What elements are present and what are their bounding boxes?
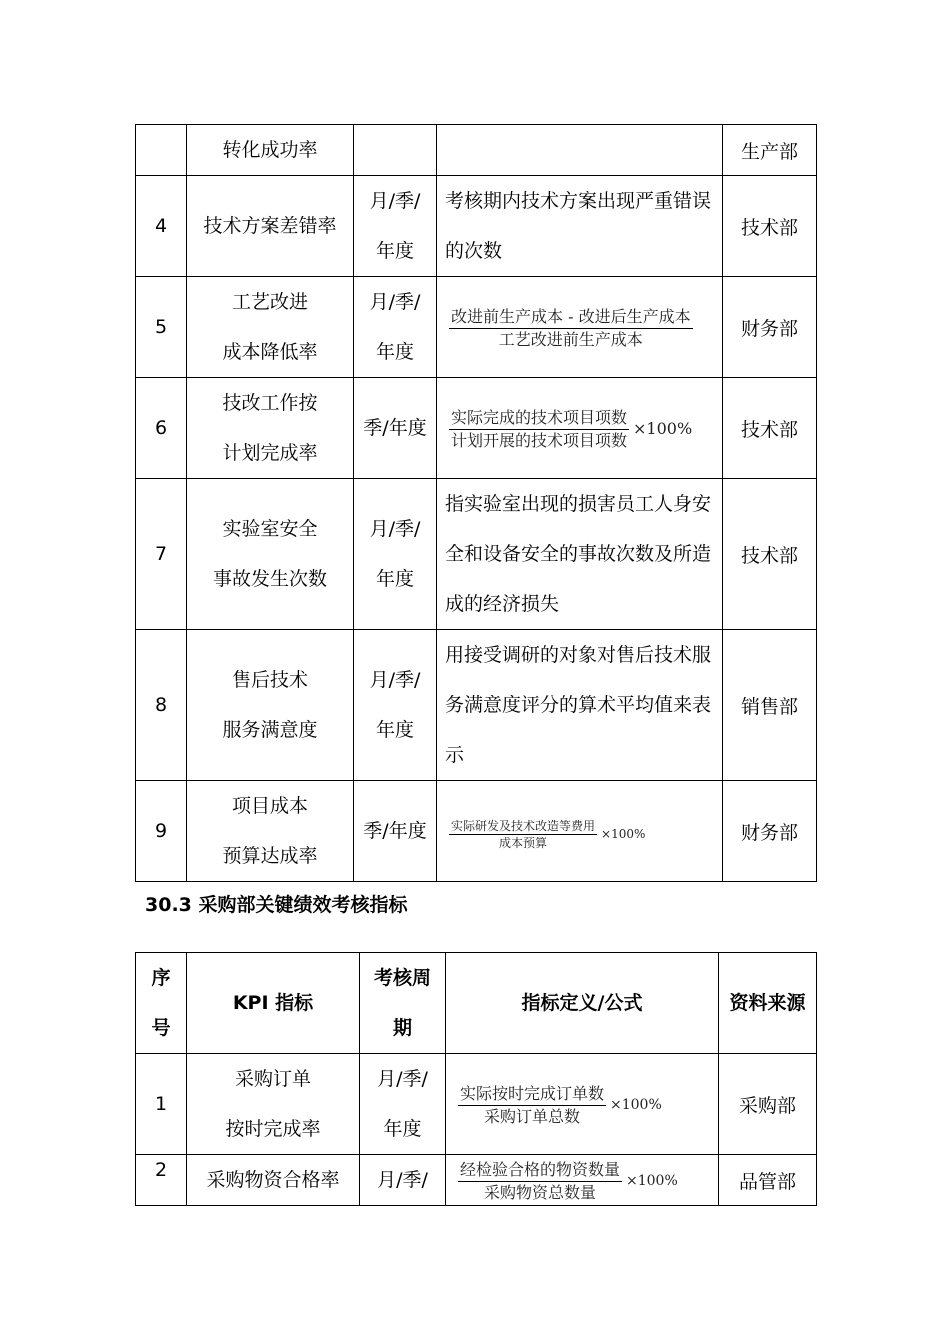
data-source: 技术部 [723, 479, 817, 630]
kpi-formula [446, 1054, 719, 1155]
kpi-name: 技术方案差错率 [187, 176, 354, 277]
assessment-cycle: 月/季/ 年度 [354, 176, 437, 277]
assessment-cycle: 月/季/ 年度 [360, 1054, 446, 1155]
row-number: 1 [136, 1054, 187, 1155]
formula-fraction: $\frac{\text{经检验合格的物资数量}}{\text{采购物资总数量}}$ ×100% [460, 1159, 678, 1202]
data-source: 财务部 [723, 277, 817, 378]
assessment-cycle: 月/季/ [360, 1155, 446, 1206]
data-source: 品管部 [719, 1155, 817, 1206]
data-source: 采购部 [719, 1054, 817, 1155]
kpi-definition [437, 125, 723, 176]
table-header-row [136, 953, 817, 1054]
kpi-name: 采购订单 按时完成率 [187, 1054, 360, 1155]
assessment-cycle: 季/年度 [354, 378, 437, 479]
header-definition: 指标定义/公式 [446, 953, 719, 1054]
assessment-cycle: 季/年度 [354, 781, 437, 882]
kpi-definition: 指实验室出现的损害员工人身安 全和设备安全的事故次数及所造 成的经济损失 [437, 479, 723, 630]
table-row [136, 479, 817, 630]
kpi-name: 采购物资合格率 [187, 1155, 360, 1206]
assessment-cycle [354, 125, 437, 176]
row-number: 8 [136, 630, 187, 781]
row-number: 4 [136, 176, 187, 277]
row-number: 9 [136, 781, 187, 882]
data-source: 销售部 [723, 630, 817, 781]
table-row [136, 630, 817, 781]
formula-fraction: $\frac{\text{实际按时完成订单数}}{\text{采购订单总数}}$ ×100% [460, 1083, 662, 1126]
row-number [136, 125, 187, 176]
data-source: 财务部 [723, 781, 817, 882]
table-row [136, 378, 817, 479]
assessment-cycle: 月/季/ 年度 [354, 479, 437, 630]
formula-fraction: $\frac{\text{实际研发及技术改造等费用}}{\text{成本预算}}$ ×100% [451, 818, 646, 850]
table-row [136, 781, 817, 882]
kpi-table-continued [135, 124, 817, 882]
formula-fraction: $\frac{\text{改进前生产成本 - 改进后生产成本}}{\text{工艺改进前生产成本}}$ [451, 306, 691, 349]
table-row [136, 176, 817, 277]
kpi-name: 实验室安全 事故发生次数 [187, 479, 354, 630]
formula-fraction: $\frac{\text{实际完成的技术项目项数}}{\text{计划开展的技术项目项数}}$ ×100% [451, 407, 693, 450]
data-source: 技术部 [723, 176, 817, 277]
header-source: 资料来源 [719, 953, 817, 1054]
kpi-formula [437, 781, 723, 882]
row-number: 2 [136, 1155, 187, 1206]
row-number: 5 [136, 277, 187, 378]
section-heading: 30.3 采购部关键绩效考核指标 [145, 894, 408, 916]
kpi-name: 售后技术 服务满意度 [187, 630, 354, 781]
assessment-cycle: 月/季/ 年度 [354, 630, 437, 781]
assessment-cycle: 月/季/ 年度 [354, 277, 437, 378]
header-number: 序 号 [136, 953, 187, 1054]
kpi-formula [437, 277, 723, 378]
procurement-kpi-table [135, 952, 817, 1206]
header-kpi: KPI 指标 [187, 953, 360, 1054]
table-row [136, 1155, 817, 1206]
kpi-definition: 用接受调研的对象对售后技术服 务满意度评分的算术平均值来表 示 [437, 630, 723, 781]
kpi-name: 转化成功率 [187, 125, 354, 176]
table-row [136, 1054, 817, 1155]
data-source: 生产部 [723, 125, 817, 176]
data-source: 技术部 [723, 378, 817, 479]
table-row [136, 277, 817, 378]
kpi-formula [437, 378, 723, 479]
kpi-formula [446, 1155, 719, 1206]
kpi-name: 工艺改进 成本降低率 [187, 277, 354, 378]
kpi-name: 技改工作按 计划完成率 [187, 378, 354, 479]
table-row [136, 125, 817, 176]
header-cycle: 考核周 期 [360, 953, 446, 1054]
row-number: 6 [136, 378, 187, 479]
kpi-definition: 考核期内技术方案出现严重错误 的次数 [437, 176, 723, 277]
kpi-name: 项目成本 预算达成率 [187, 781, 354, 882]
row-number: 7 [136, 479, 187, 630]
